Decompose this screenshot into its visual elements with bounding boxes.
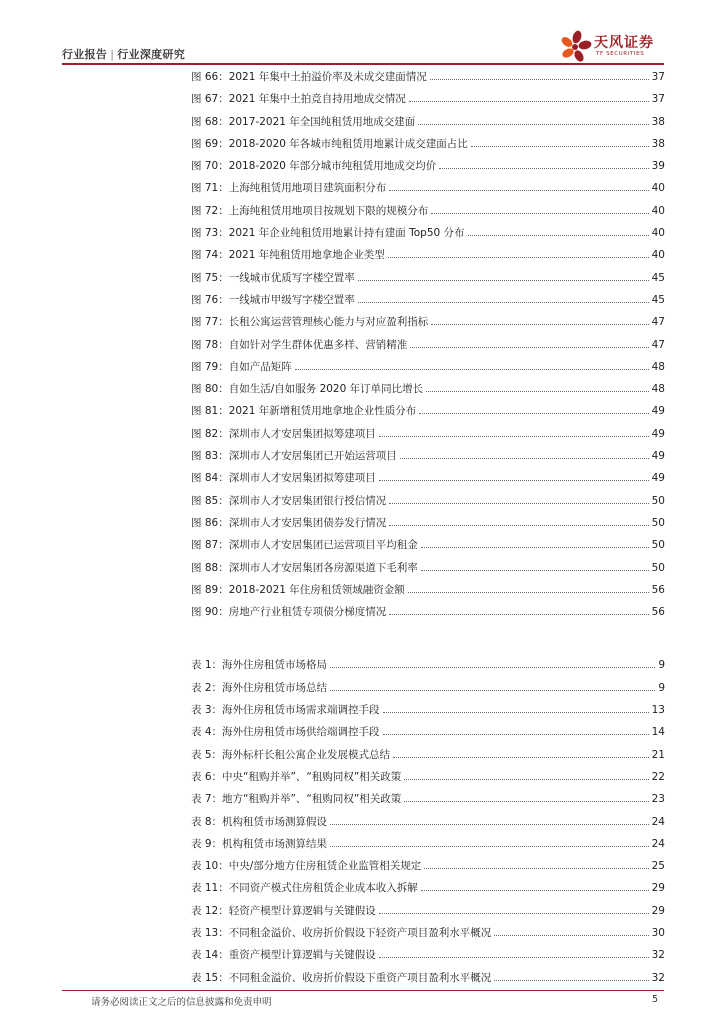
header-divider <box>62 63 664 65</box>
toc-entry-title: 图 78：自如针对学生群体优惠多样、营销精准 <box>191 338 408 351</box>
toc-entry-page: 39 <box>651 160 665 173</box>
toc-entry[interactable] <box>191 557 665 579</box>
toc-entry-page: 50 <box>651 516 665 529</box>
toc-entry-page: 25 <box>651 860 665 873</box>
toc-entry-title: 图 66：2021 年集中土拍溢价率及未成交建面情况 <box>191 71 427 83</box>
toc-entry-title: 图 69：2018-2020 年各城市纯租赁用地累计成交建面占比 <box>191 137 468 150</box>
toc-dot-leader <box>389 525 648 526</box>
toc-dot-leader <box>494 980 648 981</box>
toc-dot-leader <box>431 324 648 325</box>
toc-entry-page: 47 <box>651 316 665 329</box>
toc-entry-title: 图 83：深圳市人才安居集团已开始运营项目 <box>191 450 397 463</box>
toc-entry[interactable] <box>191 467 665 489</box>
figure-list <box>191 66 665 623</box>
toc-dot-leader <box>431 213 648 214</box>
toc-dot-leader <box>388 257 649 258</box>
toc-entry-title: 图 75：一线城市优质写字楼空置率 <box>191 271 355 284</box>
toc-entry-title: 图 73：2021 年企业纯租赁用地累计持有建面 Top50 分布 <box>191 227 465 240</box>
toc-entry[interactable] <box>191 967 665 989</box>
toc-entry-title: 图 72：上海纯租赁用地项目按规划下限的规模分布 <box>191 204 429 217</box>
toc-entry[interactable] <box>191 423 665 445</box>
toc-entry-title: 表 11：不同资产模式住房租赁企业成本收入拆解 <box>191 882 418 895</box>
toc-dot-leader <box>424 868 648 869</box>
toc-entry-title: 表 15：不同租金溢价、收房折价假设下重资产项目盈利水平概况 <box>191 971 492 984</box>
toc-entry[interactable] <box>191 155 665 177</box>
toc-dot-leader <box>379 436 649 437</box>
toc-entry[interactable] <box>191 855 665 877</box>
toc-entry[interactable] <box>191 922 665 944</box>
toc-dot-leader <box>358 302 649 303</box>
toc-entry[interactable] <box>191 788 665 810</box>
toc-entry-title: 表 4：海外住房租赁市场供给端调控手段 <box>191 726 380 739</box>
section-label: 行业报告 <box>62 48 108 61</box>
toc-entry-title: 表 10：中央/部分地方住房租赁企业监管相关规定 <box>191 860 422 873</box>
toc-dot-leader <box>330 824 649 825</box>
toc-entry-title: 表 6：中央“租购并举”、“租购同权”相关政策 <box>191 770 402 783</box>
toc-entry-title: 图 74：2021 年纯租赁用地拿地企业类型 <box>191 249 385 262</box>
toc-entry-title: 图 81：2021 年新增租赁用地拿地企业性质分布 <box>191 405 417 418</box>
toc-entry[interactable] <box>191 177 665 199</box>
toc-entry[interactable] <box>191 677 665 699</box>
toc-entry-page: 40 <box>651 227 665 240</box>
toc-entry-title: 表 8：机构租赁市场测算假设 <box>191 815 328 828</box>
toc-entry-page: 40 <box>651 249 665 262</box>
toc-dot-leader <box>389 614 648 615</box>
table-list <box>191 654 665 988</box>
toc-entry[interactable] <box>191 877 665 899</box>
toc-entry-page: 49 <box>651 405 665 418</box>
toc-entry-page: 49 <box>651 427 665 440</box>
toc-entry-page: 56 <box>651 606 665 619</box>
logo-chinese-name: 天风证券 <box>594 35 654 51</box>
toc-entry-page: 21 <box>651 748 665 761</box>
toc-entry-page: 24 <box>651 815 665 828</box>
toc-dot-leader <box>410 347 648 348</box>
logo-english-name: TF SECURITIES <box>596 51 645 57</box>
toc-entry-page: 38 <box>651 115 665 128</box>
toc-entry[interactable] <box>191 699 665 721</box>
toc-dot-leader <box>418 124 648 125</box>
toc-dot-leader <box>421 547 649 548</box>
toc-dot-leader <box>358 280 649 281</box>
toc-entry-page: 38 <box>651 137 665 150</box>
toc-entry-page: 29 <box>651 904 665 917</box>
toc-entry-title: 图 70：2018-2020 年部分城市纯租赁用地成交均价 <box>191 160 437 173</box>
toc-entry-title: 表 1：海外住房租赁市场格局 <box>191 659 328 672</box>
toc-entry-title: 图 79：自如产品矩阵 <box>191 360 292 373</box>
toc-entry-title: 图 85：深圳市人才安居集团银行授信情况 <box>191 494 387 507</box>
toc-entry-title: 图 80：自如生活/自如服务 2020 年订单同比增长 <box>191 383 424 396</box>
toc-entry[interactable] <box>191 490 665 512</box>
toc-dot-leader <box>421 570 649 571</box>
toc-dot-leader <box>409 101 649 102</box>
toc-entry-page: 48 <box>651 360 665 373</box>
toc-entry[interactable] <box>191 512 665 534</box>
toc-entry[interactable] <box>191 289 665 311</box>
toc-entry-title: 图 84：深圳市人才安居集团拟筹建项目 <box>191 472 376 485</box>
toc-entry[interactable] <box>191 766 665 788</box>
toc-entry[interactable] <box>191 601 665 623</box>
toc-entry[interactable] <box>191 200 665 222</box>
toc-entry[interactable] <box>191 400 665 422</box>
toc-entry-title: 表 12：轻资产模型计算逻辑与关键假设 <box>191 904 376 917</box>
toc-entry[interactable] <box>191 811 665 833</box>
toc-entry-page: 29 <box>651 882 665 895</box>
toc-entry-page: 45 <box>651 271 665 284</box>
toc-dot-leader <box>400 458 649 459</box>
toc-dot-leader <box>379 957 649 958</box>
toc-entry-title: 表 3：海外住房租赁市场需求端调控手段 <box>191 704 380 717</box>
toc-entry-page: 24 <box>651 837 665 850</box>
toc-entry-page: 50 <box>651 494 665 507</box>
footer-divider <box>62 990 664 991</box>
report-category <box>62 46 185 62</box>
toc-entry[interactable] <box>191 66 665 88</box>
header-separator: | <box>110 48 115 61</box>
toc-entry[interactable] <box>191 654 665 676</box>
toc-dot-leader <box>383 734 649 735</box>
toc-entry-title: 图 68：2017-2021 年全国纯租赁用地成交建面 <box>191 115 416 128</box>
toc-entry[interactable] <box>191 579 665 601</box>
toc-dot-leader <box>404 779 648 780</box>
toc-entry[interactable] <box>191 833 665 855</box>
toc-entry[interactable] <box>191 744 665 766</box>
table-of-contents <box>191 66 665 989</box>
toc-entry-page: 56 <box>651 583 665 596</box>
toc-entry[interactable] <box>191 534 665 556</box>
toc-dot-leader <box>383 712 649 713</box>
toc-entry[interactable] <box>191 944 665 966</box>
toc-entry-title: 图 90：房地产行业租赁专项债分梯度情况 <box>191 606 387 619</box>
toc-dot-leader <box>404 801 648 802</box>
toc-entry[interactable] <box>191 721 665 743</box>
toc-dot-leader <box>393 757 649 758</box>
toc-entry-title: 图 89：2018-2021 年住房租赁领域融资金额 <box>191 583 405 596</box>
toc-entry[interactable] <box>191 88 665 110</box>
company-logo <box>556 26 664 66</box>
toc-entry-page: 32 <box>651 949 665 962</box>
toc-entry-title: 图 71：上海纯租赁用地项目建筑面积分布 <box>191 182 387 195</box>
toc-entry-page: 9 <box>658 681 665 694</box>
toc-dot-leader <box>421 890 649 891</box>
toc-entry-title: 表 14：重资产模型计算逻辑与关键假设 <box>191 949 376 962</box>
toc-entry-page: 14 <box>651 726 665 739</box>
toc-entry-page: 40 <box>651 204 665 217</box>
toc-entry-page: 9 <box>658 659 665 672</box>
toc-entry-title: 表 7：地方“租购并举”、“租购同权”相关政策 <box>191 793 402 806</box>
toc-dot-leader <box>330 846 649 847</box>
toc-dot-leader <box>494 935 648 936</box>
toc-entry-page: 22 <box>651 770 665 783</box>
toc-entry-page: 49 <box>651 472 665 485</box>
toc-dot-leader <box>389 190 648 191</box>
toc-entry[interactable] <box>191 244 665 266</box>
page-number: 5 <box>651 994 658 1005</box>
toc-dot-leader <box>408 592 649 593</box>
toc-entry-page: 50 <box>651 539 665 552</box>
toc-entry[interactable] <box>191 445 665 467</box>
toc-entry-page: 47 <box>651 338 665 351</box>
toc-entry-title: 表 2：海外住房租赁市场总结 <box>191 681 328 694</box>
toc-entry-title: 图 82：深圳市人才安居集团拟筹建项目 <box>191 427 376 440</box>
toc-entry-page: 48 <box>651 383 665 396</box>
toc-entry[interactable] <box>191 356 665 378</box>
toc-entry-title: 表 5：海外标杆长租公寓企业发展模式总结 <box>191 748 391 761</box>
subsection-label: 行业深度研究 <box>117 48 186 61</box>
toc-dot-leader <box>419 413 648 414</box>
toc-entry-page: 30 <box>651 926 665 939</box>
toc-dot-leader <box>430 79 649 80</box>
toc-entry-page: 37 <box>651 71 665 83</box>
toc-dot-leader <box>379 913 649 914</box>
toc-entry-title: 图 76：一线城市甲级写字楼空置率 <box>191 293 355 306</box>
toc-entry-title: 表 9：机构租赁市场测算结果 <box>191 837 328 850</box>
toc-dot-leader <box>379 480 649 481</box>
footer-disclaimer: 请务必阅读正文之后的信息披露和免责申明 <box>91 997 272 1008</box>
toc-entry[interactable] <box>191 311 665 333</box>
list-gap <box>191 623 665 654</box>
toc-entry-title: 图 86：深圳市人才安居集团债券发行情况 <box>191 516 387 529</box>
toc-dot-leader <box>295 369 649 370</box>
toc-entry[interactable] <box>191 222 665 244</box>
toc-entry-page: 37 <box>651 93 665 106</box>
toc-entry-page: 50 <box>651 561 665 574</box>
toc-entry-title: 图 77：长租公寓运营管理核心能力与对应盈利指标 <box>191 316 429 329</box>
toc-entry-page: 49 <box>651 450 665 463</box>
toc-entry-title: 图 88：深圳市人才安居集团各房源渠道下毛利率 <box>191 561 418 574</box>
toc-entry[interactable] <box>191 900 665 922</box>
toc-dot-leader <box>389 503 648 504</box>
toc-entry-title: 图 87：深圳市人才安居集团已运营项目平均租金 <box>191 539 418 552</box>
toc-entry-page: 23 <box>651 793 665 806</box>
toc-entry-page: 40 <box>651 182 665 195</box>
toc-entry[interactable] <box>191 378 665 400</box>
toc-dot-leader <box>439 168 648 169</box>
toc-entry-title: 表 13：不同租金溢价、收房折价假设下轻资产项目盈利水平概况 <box>191 926 492 939</box>
toc-entry-page: 45 <box>651 293 665 306</box>
toc-entry[interactable] <box>191 267 665 289</box>
toc-dot-leader <box>330 667 655 668</box>
toc-entry-page: 13 <box>651 704 665 717</box>
flower-logo-icon <box>556 28 592 64</box>
toc-dot-leader <box>468 235 649 236</box>
toc-entry-page: 32 <box>651 971 665 984</box>
toc-dot-leader <box>471 146 649 147</box>
toc-entry[interactable] <box>191 111 665 133</box>
toc-dot-leader <box>426 391 648 392</box>
toc-entry[interactable] <box>191 133 665 155</box>
toc-entry-title: 图 67：2021 年集中土拍竞自持用地成交情况 <box>191 93 406 106</box>
toc-dot-leader <box>330 690 655 691</box>
toc-entry[interactable] <box>191 334 665 356</box>
